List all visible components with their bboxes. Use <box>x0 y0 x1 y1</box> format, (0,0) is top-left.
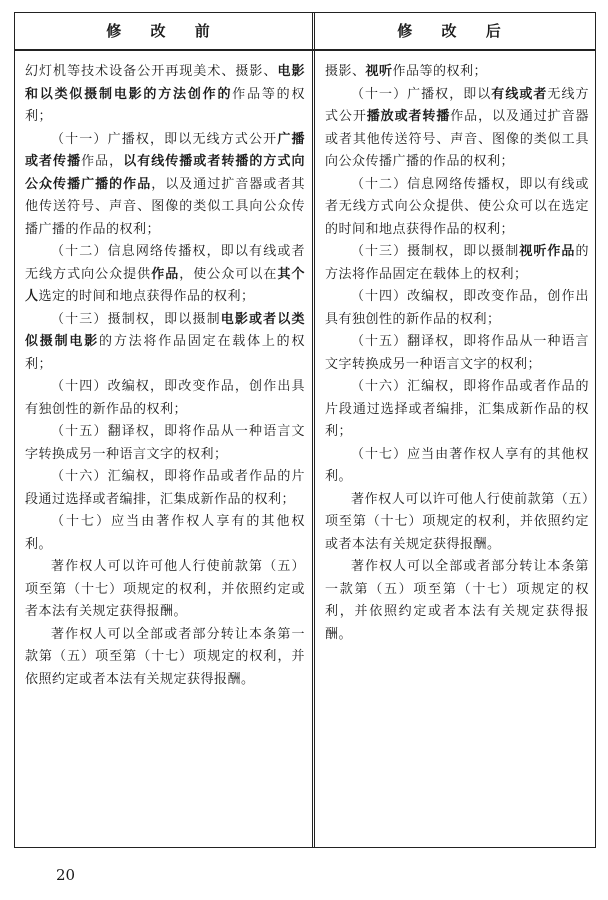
clause-paragraph <box>325 174 589 242</box>
header-after-amendment: 修 改 后 <box>397 22 513 40</box>
clause-text: （十四）改编权，即改变作品，创作出具有独创性的新作品的权利； <box>25 379 305 417</box>
clause-text: （十二）信息网络传播权，即以有线或者无线方式向公众提供 <box>25 244 305 282</box>
amended-text: 有线或者 <box>491 86 548 102</box>
clause-paragraph <box>325 444 589 489</box>
clause-text: （十六）汇编权，即将作品或者作品的片段通过选择或者编排，汇集成新作品的权利； <box>325 379 589 439</box>
column-divider <box>312 13 315 847</box>
clause-paragraph <box>325 286 589 331</box>
clause-text: （十二）信息网络传播权，即以有线或者无线方式向公众提供、使公众可以在选定的时间和地点获得作品的权利； <box>325 176 589 237</box>
clause-paragraph <box>25 129 305 242</box>
clause-paragraph <box>325 331 589 376</box>
comparison-table <box>14 12 596 848</box>
clause-text: ，使公众可以在 <box>179 266 278 282</box>
clause-paragraph <box>25 556 305 624</box>
header-before-amendment: 修 改 前 <box>106 22 222 40</box>
clause-paragraph <box>25 61 305 129</box>
amended-text: 播放或者转播 <box>366 109 451 124</box>
clause-text: ，以及通过扩音器或者其他传送符号、声音、图像的类似工具向公众传播广播的作品的权利； <box>25 176 305 237</box>
clause-paragraph <box>25 376 305 421</box>
clause-paragraph <box>325 84 589 174</box>
clause-text: 著作权人可以全部或者部分转让本条第一款第（五）项至第（十七）项规定的权利，并依照约定或者本法有关规定获得报酬。 <box>325 559 589 642</box>
clause-text: （十六）汇编权，即将作品或者作品的片段通过选择或者编排，汇集成新作品的权利； <box>25 469 305 507</box>
clause-paragraph <box>325 556 589 646</box>
amended-text: 以有线传播或者转播的方式向公众传播广播的作品 <box>25 154 305 192</box>
clause-text: （十七）应当由著作权人享有的其他权利。 <box>325 446 589 484</box>
amended-text: 其个人 <box>25 266 305 304</box>
amended-text: 电影或者以类似摄制电影 <box>25 311 305 349</box>
clause-paragraph <box>25 624 305 692</box>
clause-text: （十一）广播权，即以无线方式公开 <box>51 131 278 147</box>
clause-paragraph <box>25 309 305 377</box>
before-amendment-column <box>25 61 305 691</box>
clause-text: 著作权人可以许可他人行使前款第（五）项至第（十七）项规定的权利，并依照约定或者本法有关规定获得报酬。 <box>325 491 589 552</box>
clause-paragraph <box>25 421 305 466</box>
amended-text: 视听作品 <box>519 244 576 259</box>
clause-text: （十一）广播权，即以 <box>351 86 492 102</box>
amended-text: 视听 <box>365 64 393 79</box>
clause-text: 的方法将作品固定在载体上的权利； <box>325 244 589 282</box>
clause-text: 作品等的权利； <box>392 64 488 79</box>
clause-text: （十五）翻译权，即将作品从一种语言文字转换成另一种语言文字的权利； <box>25 424 305 462</box>
clause-paragraph <box>325 241 589 286</box>
clause-text: （十三）摄制权，即以摄制 <box>51 311 221 327</box>
clause-text: 作品等的权利； <box>25 86 305 124</box>
clause-text: （十三）摄制权，即以摄制 <box>351 244 520 259</box>
clause-paragraph <box>25 511 305 556</box>
after-amendment-column <box>325 61 589 646</box>
clause-text: 的方法将作品固定在载体上的权利； <box>25 334 305 372</box>
clause-text: 无线方式公开 <box>325 86 589 124</box>
clause-text: （十四）改编权，即改变作品，创作出具有独创性的新作品的权利； <box>325 289 589 327</box>
clause-paragraph <box>325 376 589 444</box>
amended-text: 电影和以类似摄制电影的方法创作的 <box>25 64 305 102</box>
clause-text: 作品， <box>81 154 124 169</box>
clause-paragraph <box>25 241 305 309</box>
clause-text: （十五）翻译权，即将作品从一种语言文字转换成另一种语言文字的权利； <box>325 334 589 372</box>
clause-paragraph <box>25 466 305 511</box>
clause-paragraph <box>325 489 589 557</box>
clause-text: （十七）应当由著作权人享有的其他权利。 <box>25 514 305 552</box>
page-number: 20 <box>56 866 76 884</box>
clause-text: 著作权人可以许可他人行使前款第（五）项至第（十七）项规定的权利，并依照约定或者本法有关规定获得报酬。 <box>25 559 305 619</box>
clause-text: 摄影、 <box>325 64 366 79</box>
clause-text: 作品，以及通过扩音器或者其他传送符号、声音、图像的类似工具向公众传播广播的作品的权利； <box>325 109 589 169</box>
clause-text: 幻灯机等技术设备公开再现美术、摄影、 <box>25 64 278 79</box>
clause-text: 选定的时间和地点获得作品的权利； <box>38 289 255 304</box>
clause-paragraph <box>325 61 589 84</box>
amended-text: 广播或者传播 <box>25 131 305 169</box>
clause-text: 著作权人可以全部或者部分转让本条第一款第（五）项至第（十七）项规定的权利，并依照约定或者本法有关规定获得报酬。 <box>25 626 305 687</box>
amended-text: 作品 <box>151 266 180 282</box>
table-header <box>15 13 595 51</box>
